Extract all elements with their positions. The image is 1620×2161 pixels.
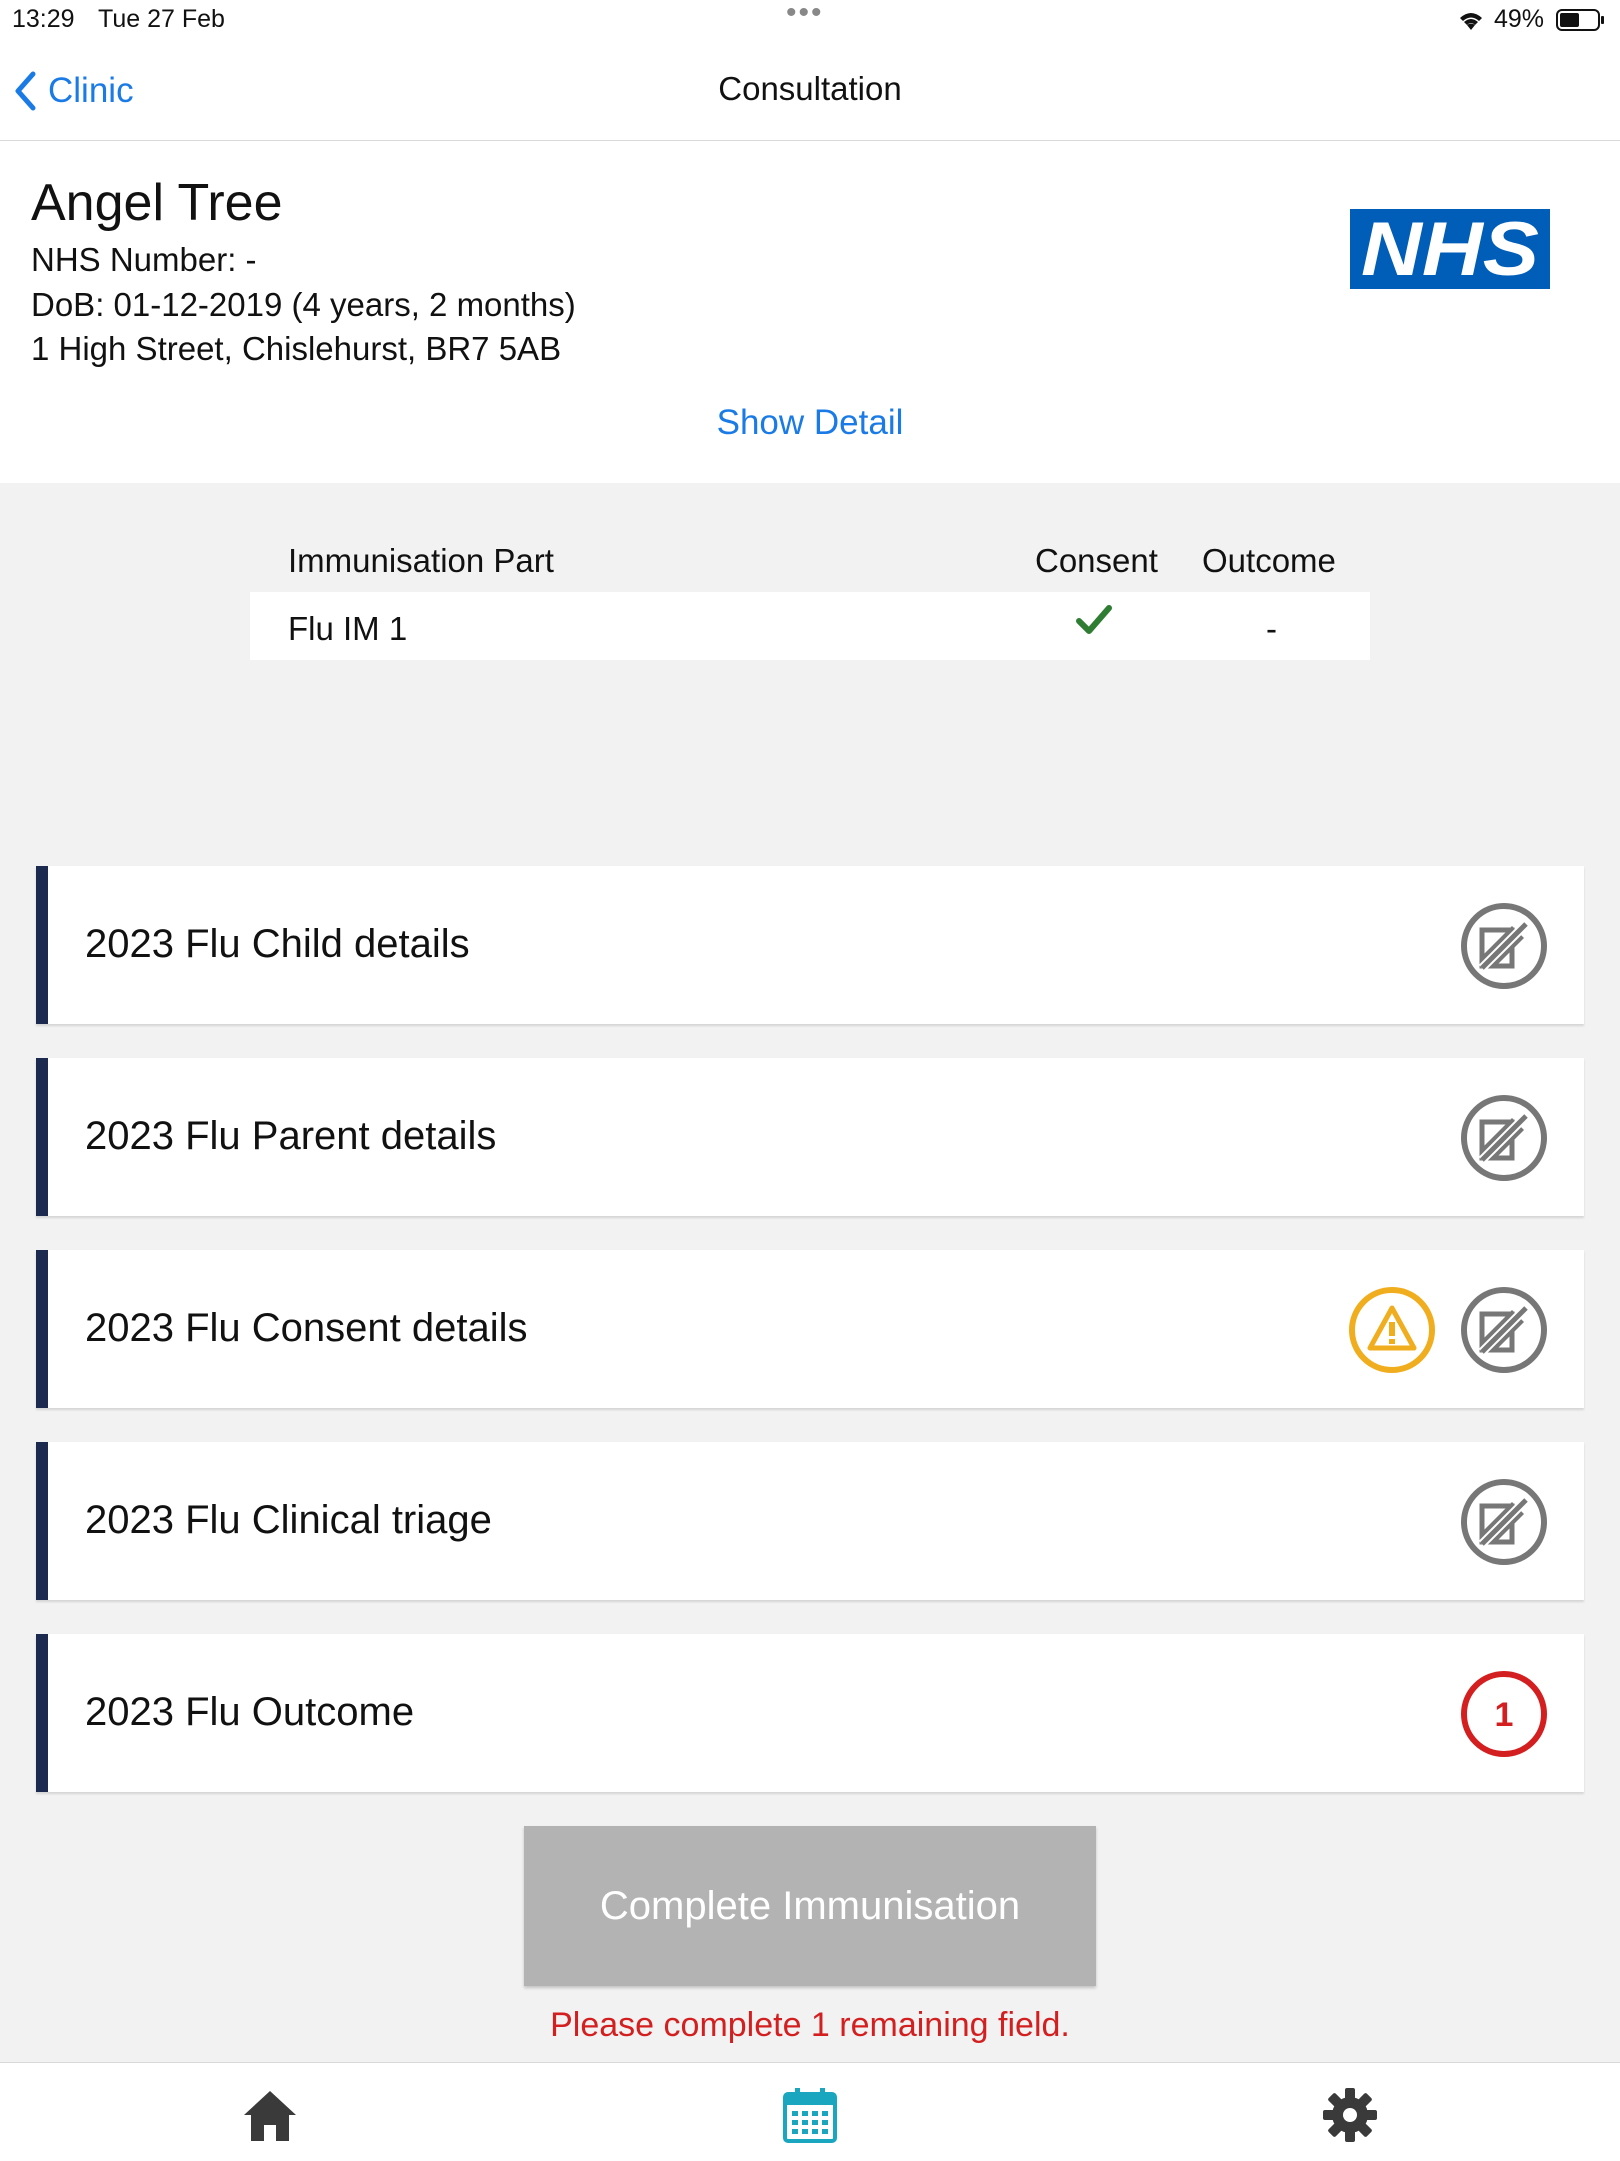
back-button-label: Clinic <box>48 71 134 110</box>
complete-immunisation-button[interactable]: Complete Immunisation <box>524 1826 1096 1986</box>
status-bar <box>0 0 1620 40</box>
header-outcome: Outcome <box>1202 542 1336 579</box>
tab-bar <box>0 2062 1620 2161</box>
battery-icon <box>1556 8 1606 39</box>
no-edit-icon <box>1460 902 1548 990</box>
immunisation-table <box>250 530 1370 647</box>
wifi-icon <box>1456 8 1486 39</box>
section-outcome[interactable] <box>36 1634 1584 1792</box>
table-header <box>250 530 1370 590</box>
show-detail-link[interactable]: Show Detail <box>716 403 904 442</box>
section-title: 2023 Flu Outcome <box>85 1690 415 1734</box>
warning-icon <box>1348 1286 1436 1374</box>
section-child-details[interactable] <box>36 866 1584 1024</box>
patient-address: 1 High Street, Chislehurst, BR7 5AB <box>31 330 562 367</box>
home-icon[interactable] <box>240 2085 300 2145</box>
page-title: Consultation <box>718 70 902 107</box>
gear-icon[interactable] <box>1320 2085 1380 2145</box>
no-edit-icon <box>1460 1286 1548 1374</box>
header-immunisation-part: Immunisation Part <box>288 542 554 579</box>
immunisation-part-cell: Flu IM 1 <box>288 610 408 647</box>
section-consent-details[interactable] <box>36 1250 1584 1408</box>
date-of-birth: DoB: 01-12-2019 (4 years, 2 months) <box>31 286 576 323</box>
multitasking-dots-icon[interactable]: ••• <box>786 0 824 29</box>
battery-percentage: 49% <box>1494 5 1545 33</box>
nhs-number: NHS Number: - <box>31 241 257 278</box>
calendar-icon[interactable] <box>780 2085 840 2145</box>
section-title: 2023 Flu Child details <box>85 922 470 966</box>
status-time: 13:29 <box>12 5 75 33</box>
table-row[interactable] <box>250 592 1370 660</box>
remaining-count: 1 <box>1494 1696 1514 1734</box>
remaining-count-badge <box>1460 1670 1548 1758</box>
section-title: 2023 Flu Consent details <box>85 1306 528 1350</box>
nhs-logo-text: NHS <box>1361 209 1539 289</box>
no-edit-icon <box>1460 1478 1548 1566</box>
no-edit-icon <box>1460 1094 1548 1182</box>
patient-header <box>0 141 1620 483</box>
header-consent: Consent <box>1035 542 1158 579</box>
section-title: 2023 Flu Clinical triage <box>85 1498 492 1542</box>
status-date: Tue 27 Feb <box>98 5 225 33</box>
section-parent-details[interactable] <box>36 1058 1584 1216</box>
consent-check-icon <box>1076 604 1112 644</box>
nhs-logo <box>1350 209 1550 289</box>
section-title: 2023 Flu Parent details <box>85 1114 497 1158</box>
navigation-bar <box>0 40 1620 141</box>
section-clinical-triage[interactable] <box>36 1442 1584 1600</box>
outcome-cell: - <box>1266 610 1277 647</box>
remaining-fields-message: Please complete 1 remaining field. <box>550 2006 1070 2044</box>
patient-name: Angel Tree <box>31 174 283 232</box>
